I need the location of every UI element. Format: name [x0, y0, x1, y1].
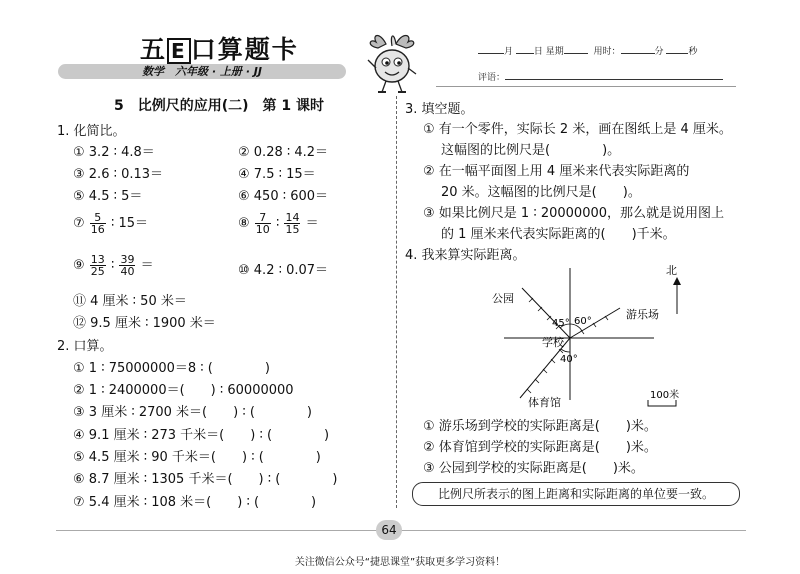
day-blank[interactable]: [516, 44, 534, 54]
scale-label: 100米: [650, 390, 680, 401]
comment-line: 评语：: [478, 70, 723, 83]
fraction: $\frac{39}{40}$: [120, 253, 135, 278]
q3-line-3: ② 在一幅平面图上用 4 厘米来代表实际距离的: [423, 164, 690, 179]
q2-item-3: ③ 3 厘米 ∶ 2700 米＝( ) ∶ ( ): [73, 405, 312, 420]
q3-line-2: 这幅图的比例尺是( )。: [441, 143, 621, 158]
q4-answer-1: ① 游乐场到学校的实际距离是( )米。: [423, 419, 657, 434]
q1-item-5: ⑤ 4.5 ∶ 5＝: [73, 189, 143, 204]
q2-heading: 2. 口算。: [57, 339, 113, 354]
q1-item-11: ⑪ 4 厘米 ∶ 50 米＝: [73, 294, 187, 309]
seconds-blank[interactable]: [666, 44, 688, 54]
q1-item-6: ⑥ 450 ∶ 600＝: [238, 189, 329, 204]
q3-line-4: 20 米。这幅图的比例尺是( )。: [441, 185, 641, 200]
tip-box: 比例尺所表示的图上距离和实际距离的单位要一致。: [412, 482, 740, 506]
page-number: 64: [376, 520, 402, 540]
q1-item-10: ⑩ 4.2 ∶ 0.07＝: [238, 263, 329, 278]
minutes-blank[interactable]: [621, 44, 655, 54]
fraction: $\frac{7}{10}$: [255, 211, 270, 236]
brand-title: 五 E 口算题卡: [140, 35, 299, 64]
q1-item-1: ① 3.2 ∶ 4.8＝: [73, 145, 155, 160]
q1-item-9: ⑨ $\frac{13}{25}$ ∶ $\frac{39}{40}$ ＝: [73, 253, 154, 278]
lesson-title: 5 比例尺的应用(二) 第 1 课时: [114, 98, 325, 114]
q1-item-3: ③ 2.6 ∶ 0.13＝: [73, 167, 164, 182]
weekday-blank[interactable]: [564, 44, 588, 54]
fraction: $\frac{13}{25}$: [90, 253, 105, 278]
q1-item-7: ⑦ $\frac{5}{16}$ ∶ 15＝: [73, 211, 148, 236]
q3-line-5: ③ 如果比例尺是 1 ∶ 20000000，那么就是说用图上: [423, 206, 725, 221]
q1-heading: 1. 化简比。: [57, 124, 126, 139]
north-arrowhead-icon: [673, 277, 681, 285]
radish-mascot-icon: [362, 30, 422, 95]
north-label: 北: [666, 264, 677, 277]
angle-park-label: 45°: [552, 318, 570, 329]
brand-e-mark: E: [167, 38, 191, 64]
q2-item-4: ④ 9.1 厘米 ∶ 273 千米＝( ) ∶ ( ): [73, 428, 330, 443]
q2-item-2: ② 1 ∶ 2400000＝( ) ∶ 60000000: [73, 383, 294, 398]
q1-item-8: ⑧ $\frac{7}{10}$ ∶ $\frac{14}{15}$ ＝: [238, 211, 319, 236]
date-time-line: 月 日 星期 用时： 分 秒: [478, 44, 697, 57]
school-label: 学校: [542, 336, 564, 349]
angle-playground-label: 60°: [574, 316, 592, 327]
q3-heading: 3. 填空题。: [405, 102, 474, 117]
q1-item-4: ④ 7.5 ∶ 15＝: [238, 167, 316, 182]
comment-blank[interactable]: [505, 70, 723, 80]
q2-item-1: ① 1 ∶ 75000000＝8 ∶ ( ): [73, 361, 270, 376]
q2-item-6: ⑥ 8.7 厘米 ∶ 1305 千米＝( ) ∶ ( ): [73, 472, 338, 487]
header-divider: [436, 86, 736, 87]
q4-answer-3: ③ 公园到学校的实际距离是( )米。: [423, 461, 644, 476]
gym-ray-ticks: [527, 349, 563, 393]
q2-item-7: ⑦ 5.4 厘米 ∶ 108 米＝( ) ∶ ( ): [73, 495, 317, 510]
fraction: $\frac{5}{16}$: [90, 211, 105, 236]
q2-item-5: ⑤ 4.5 厘米 ∶ 90 千米＝( ) ∶ ( ): [73, 450, 321, 465]
gym-label: 体育馆: [528, 396, 561, 409]
angle-arc-gym: [561, 349, 570, 352]
park-label: 公园: [492, 292, 514, 305]
direction-map: [480, 258, 720, 414]
playground-label: 游乐场: [626, 308, 659, 321]
fraction: $\frac{14}{15}$: [285, 211, 300, 236]
month-blank[interactable]: [478, 44, 504, 54]
angle-gym-label: 40°: [560, 354, 578, 365]
q4-answer-2: ② 体育馆到学校的实际距离是( )米。: [423, 440, 657, 455]
q3-line-1: ① 有一个零件，实际长 2 米，画在图纸上是 4 厘米。: [423, 122, 732, 137]
subject-bar: 数学 六年级 · 上册 · JJ: [58, 64, 346, 79]
column-divider: [396, 96, 397, 508]
q1-item-12: ⑫ 9.5 厘米 ∶ 1900 米＝: [73, 316, 216, 331]
footer-note: 关注微信公众号“捷思课堂”获取更多学习资料！: [294, 557, 506, 568]
q3-line-6: 的 1 厘米来代表实际距离的( )千米。: [441, 227, 676, 242]
q1-item-2: ② 0.28 ∶ 4.2＝: [238, 145, 329, 160]
park-ray: [522, 288, 570, 338]
q4-heading: 4. 我来算实际距离。: [405, 248, 526, 263]
